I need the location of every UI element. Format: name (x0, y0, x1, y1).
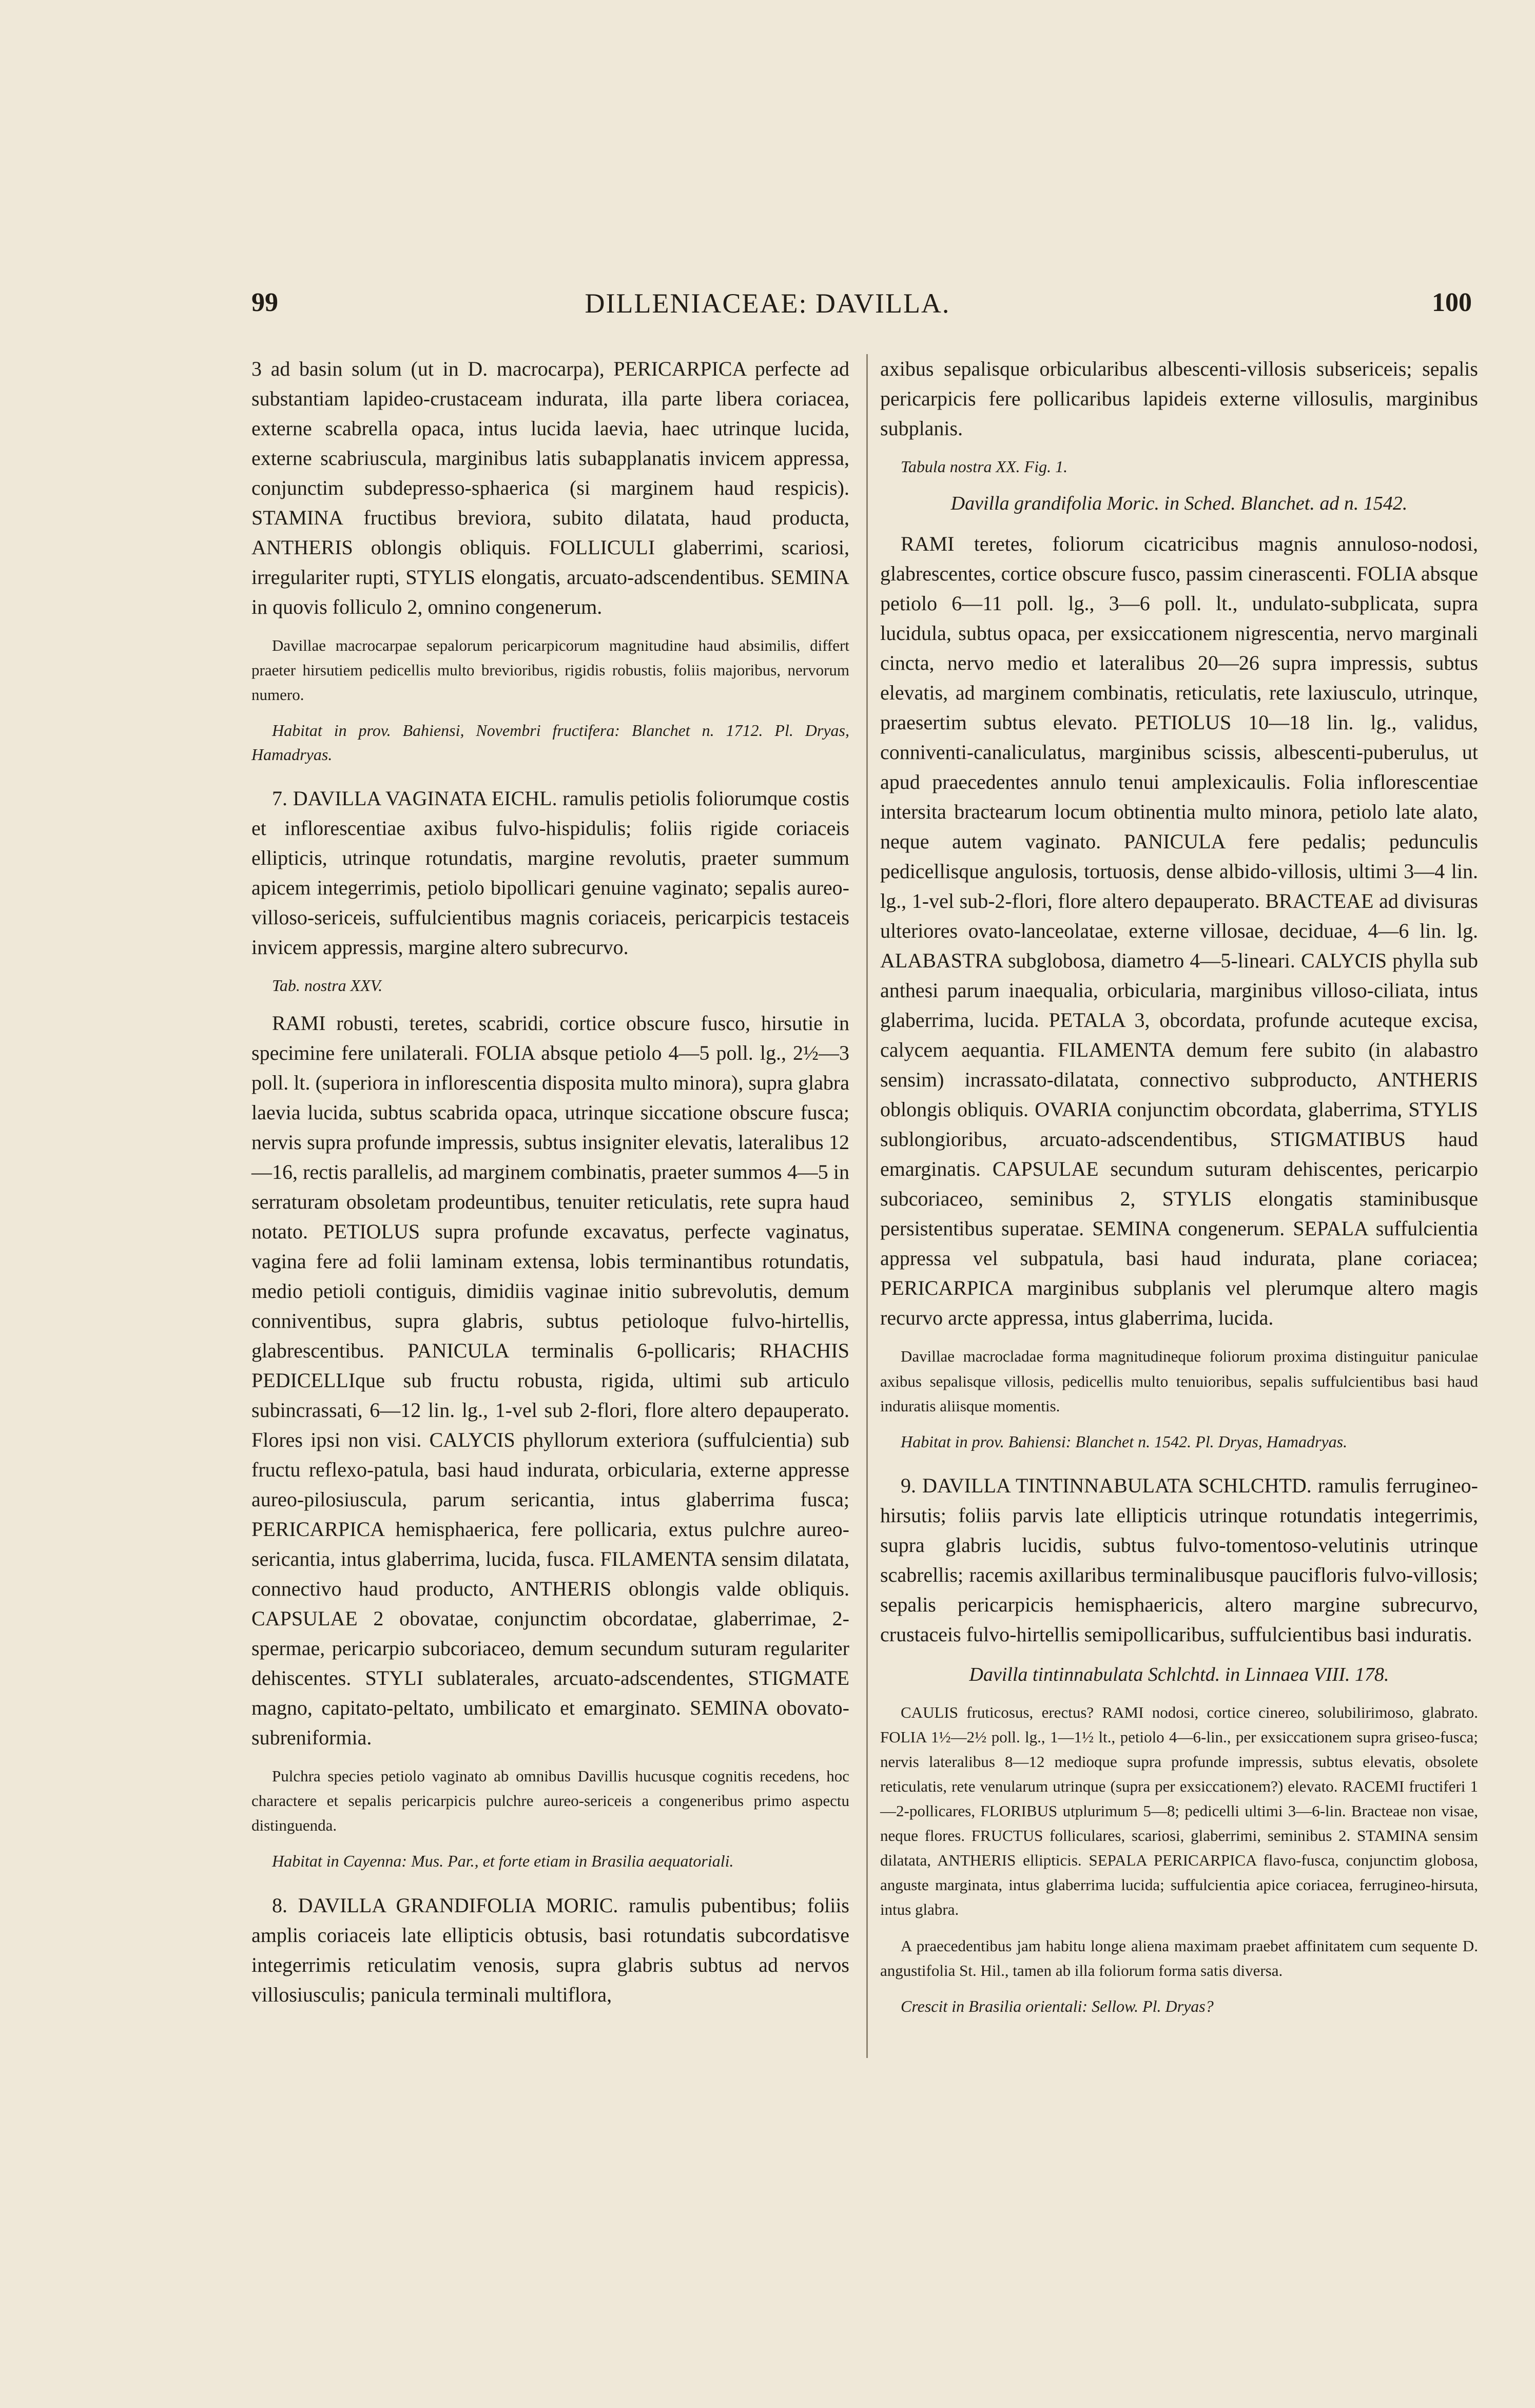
habitat-reference: Crescit in Brasilia orientali: Sellow. Pl. Dryas? (901, 1996, 1214, 2015)
column-divider (866, 354, 868, 2058)
paragraph: CAULIS fruticosus, erectus? RAMI nodosi, cortice cinereo, solubilirimoso, glabrato. FOLIA 1½—2½ poll. lg., 1—1½ lt., petiolo 4—6-lin., per exsiccationem supra griseo-fusca; nervis lateralibus 8—12 medioque supra profunde impressis, subtus elevatis, obsolete reticulatis, rete venularum utrinque (supra per exsiccationem?) elevato. RACEMI fructiferi 1—2-pollicares, FLORIBUS utplurimum 5—8; pedicelli ultimi 3—6-lin. Bracteae non visae, neque flores. FRUCTUS folliculares, scariosi, glaberrimi, seminibus 2. STAMINA sensim dilatata, ANTHERIS ellipticis. SEPALA PERICARPICA flavo-fusca, conjunctim globosa, anguste marginata, intus glaberrima lucida; suffulcientia apice coriacea, ferrugineo-hirsuta, intus glabra. (880, 1703, 1478, 1919)
habitat-reference: Habitat in prov. Bahiensi: Blanchet n. 1542. Pl. Dryas, Hamadryas. (901, 1432, 1348, 1451)
paragraph: RAMI robusti, teretes, scabridi, cortice obscure fusco, hirsutie in specimine fere unilaterali. FOLIA absque petiolo 4—5 poll. lg., 2½—3 poll. lt. (superiora in inflorescentia disposita multo minora), supra glabra laevia lucida, subtus scabrida opaca, utrinque siccatione obscure fusca; nervis supra profunde impressis, subtus insigniter elevatis, lateralibus 12—16, rectis parallelis, ad marginem combinatis, praeter summos 4—5 in serraturam obsoletam prodeuntibus, tenuiter reticulatis, rete supra haud notato. PETIOLUS supra profunde excavatus, perfecte vaginatus, vagina fere ad folii laminam extensa, lobis terminantibus rotundatis, medio petioli contiguis, dimidiis vaginae initio subrevolutis, demum conniventibus, supra glabris, subtus petioloque fulvo-hirtellis, glabrescentibus. PANICULA terminalis 6-pollicaris; RHACHIS PEDICELLIque sub fructu robusta, rigida, ultimi sub articulo subincrassati, 6—12 lin. lg., 1-vel sub 2-flori, flore altero depauperato. Flores ipsi non visi. CALYCIS phyllorum exteriora (suffulcientia) sub fructu reflexo-patula, basi haud indurata, orbicularia, externe appresse aureo-pilosiuscula, parum sericantia, intus glaberrima fusca; PERICARPICA hemisphaerica, fere pollicaria, extus pulchre aureo-sericantia, intus glaberrima, lucida, fusca. FILAMENTA sensim dilatata, connectivo haud producto, ANTHERIS oblongis valde obliquis. CAPSULAE 2 obovatae, conjunctim obcordatae, glaberrimae, 2-spermae, pericarpio subcoriaceo, demum secundum suturam regulariter dehiscentes. STYLI sublaterales, arcuato-adscendentes, STIGMATE magno, capitato-peltato, umbilicato et emarginato. SEMINA obovato-subreniformia. (251, 1012, 849, 1750)
habitat-reference: Habitat in prov. Bahiensi, Novembri fructifera: Blanchet n. 1712. Pl. Dryas, Hamadryas. (251, 721, 849, 764)
note: Pulchra species petiolo vaginato ab omnibus Davillis hucusque cognitis recedens, hoc charactere et sepalis pericarpicis pulchre aureo-sericeis a congeneribus primo aspectu distinguenda. (251, 1767, 849, 1835)
synonym-citation: Davilla tintinnabulata Schlchtd. in Linnaea VIII. 178. (969, 1664, 1389, 1686)
right-column (880, 354, 1478, 2029)
left-column (251, 354, 849, 2021)
plate-reference: Tab. nostra XXV. (272, 976, 383, 995)
page-number-right: 100 (1432, 288, 1472, 317)
note: A praecedentibus jam habitu longe aliena maximam praebet affinitatem cum sequente D. angustifolia St. Hil., tamen ab illa foliorum forma satis diversa. (880, 1936, 1478, 1979)
synonym-citation: Davilla grandifolia Moric. in Sched. Blanchet. ad n. 1542. (950, 493, 1408, 515)
running-header (0, 287, 1535, 328)
note: Davillae macrocladae forma magnitudineque foliorum proxima distinguitur paniculae axibus sepalisque villosis, pedicellis multo tenuioribus, sepalis suffulcientibus basi haud induratis aliisque momentis. (880, 1347, 1478, 1415)
paragraph: 3 ad basin solum (ut in D. macrocarpa), PERICARPICA perfecte ad substantiam lapideo-crustaceam indurata, illa parte libera coriacea, externe scabrella opaca, intus lucida laevia, haec utrinque lucida, externe scabriuscula, marginibus latis subapplanatis invicem appressa, conjunctim subdepresso-sphaerica (si marginem haud respicis). STAMINA fructibus breviora, subito dilatata, haud producta, ANTHERIS oblongis obliquis. FOLLICULI glaberrimi, scariosi, irregulariter rupti, STYLIS elongatis, arcuato-adscendentibus. SEMINA in quovis folliculo 2, omnino congenerum. (251, 357, 849, 618)
species-heading-7: 7. DAVILLA VAGINATA EICHL. ramulis petiolis foliorumque costis et inflorescentiae axibus fulvo-hispidulis; foliis rigide coriaceis ellipticis, utrinque rotundatis, margine revolutis, praeter summum apicem integerrimis, petiolo bipollicari genuine vaginato; sepalis aureo-villoso-sericeis, suffulcientibus magnis coriaceis, pericarpicis testaceis invicem appressis, margine altero subrecurvo. (251, 786, 849, 959)
note: Davillae macrocarpae sepalorum pericarpicorum magnitudine haud absimilis, differt praeter hirsutiem pedicellis multo brevioribus, rigidis robustis, foliis majoribus, nervorum numero. (251, 636, 849, 704)
paragraph: axibus sepalisque orbicularibus albescenti-villosis subsericeis; sepalis pericarpicis fere pollicaribus lapideis externe villosulis, marginibus subplanis. (880, 357, 1478, 440)
running-title: DILLENIACEAE: DAVILLA. (585, 288, 950, 319)
page-number-left: 99 (251, 288, 278, 317)
species-heading-8: 8. DAVILLA GRANDIFOLIA MORIC. ramulis pubentibus; foliis amplis coriaceis late ellipticis obtusis, basi rotundatis subcordatisve integerrimis reticulatim venosis, supra glabris subtus ad nervos villosiusculis; panicula terminali multiflora, (251, 1893, 849, 2006)
habitat-reference: Habitat in Cayenna: Mus. Par., et forte etiam in Brasilia aequatoriali. (272, 1852, 734, 1871)
paragraph: RAMI teretes, foliorum cicatricibus magnis annuloso-nodosi, glabrescentes, cortice obscure fusco, passim cinerascenti. FOLIA absque petiolo 6—11 poll. lg., 3—6 poll. lt., undulato-subplicata, supra lucidula, subtus opaca, per exsiccationem nigrescentia, nervo marginali cincta, nervo medio et lateralibus 20—26 supra impressis, subtus elevatis, ad marginem combinatis, reticulatis, rete laxiusculo, utrinque, praesertim subtus elevato. PETIOLUS 10—18 lin. lg., validus, conniventi-canaliculatus, marginibus scissis, albescenti-puberulus, ut apud praecedentes annulo tenui amplexicaulis. Folia inflorescentiae intersita bractearum locum obtinentia multo minora, petiolo late alato, neque autem vaginato. PANICULA fere pedalis; pedunculis pedicellisque angulosis, tortuosis, dense albido-villosis, ultimi 3—4 lin. lg., 1-vel sub-2-flori, flore altero depauperato. BRACTEAE ad divisuras ulteriores ovato-lanceolatae, externe villosae, deciduae, 4—6 lin. lg. ALABASTRA subglobosa, diametro 4—5-lineari. CALYCIS phylla sub anthesi parum inaequalia, orbicularia, marginibus villoso-ciliata, intus glaberrima, lucida. PETALA 3, obcordata, profunde acuteque excisa, calycem aequantia. FILAMENTA demum fere subito (in alabastro sensim) incrassato-dilatata, connectivo subproducto, ANTHERIS oblongis obliquis. OVARIA conjunctim obcordata, glaberrima, STYLIS sublongioribus, arcuato-adscendentibus, STIGMATIBUS haud emarginatis. CAPSULAE secundum suturam dehiscentes, pericarpio subcoriaceo, seminibus 2, STYLIS elongatis staminibusque persistentibus superatae. SEMINA congenerum. SEPALA suffulcientia appressa vel subpatula, basi haud indurata, plane coriacea; PERICARPICA marginibus subplanis vel plerumque altero magis recurvo arcte appressa, intus glaberrima, lucida. (880, 532, 1478, 1330)
plate-reference: Tabula nostra XX. Fig. 1. (901, 457, 1068, 476)
species-heading-9: 9. DAVILLA TINTINNABULATA SCHLCHTD. ramulis ferrugineo-hirsutis; foliis parvis late ellipticis utrinque rotundatis integerrimis, supra glabris lucidis, subtus fulvo-tomentoso-velutinis utrinque scabrellis; racemis axillaribus terminalibusque paucifloris fulvo-villosis; sepalis pericarpicis hemisphaericis, altero margine subrecurvo, crustaceis fulvo-hirtellis semipollicaribus, suffulcientibus basi induratis. (880, 1474, 1478, 1646)
